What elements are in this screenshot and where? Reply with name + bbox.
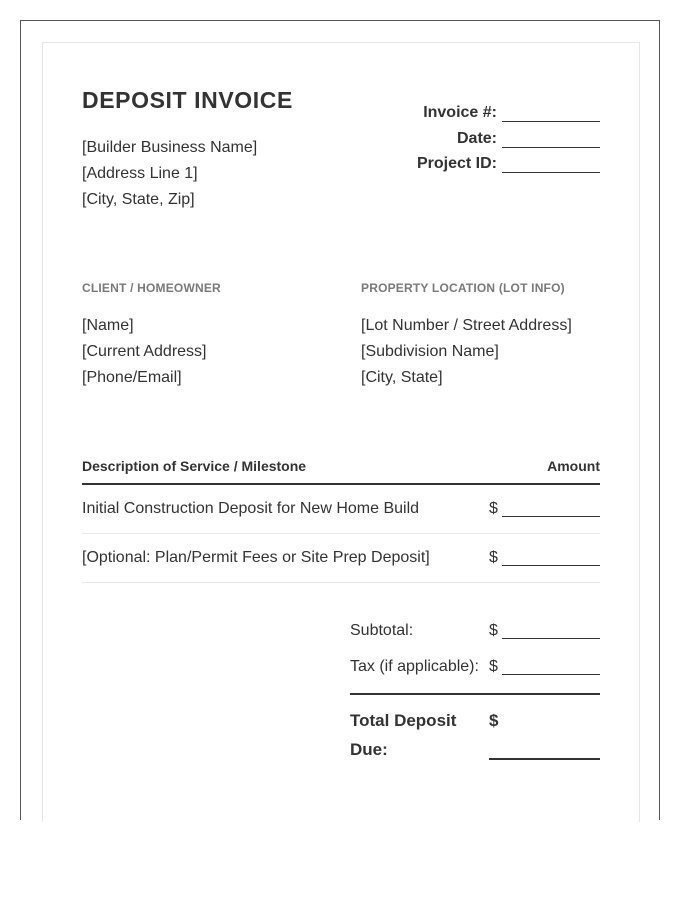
- column-header-description: Description of Service / Milestone: [82, 458, 307, 474]
- line-item-description: [Optional: Plan/Permit Fees or Site Prep Deposit]: [82, 549, 430, 566]
- invoice-number-label: Invoice #:: [423, 104, 497, 121]
- invoice-number-field: [423, 100, 600, 122]
- total-deposit-label-line1: Total Deposit: [350, 711, 457, 730]
- project-id-label: Project ID:: [416, 155, 497, 172]
- tax-blank[interactable]: [502, 656, 600, 675]
- subtotal-blank[interactable]: [502, 620, 600, 639]
- line-item-description: Initial Construction Deposit for New Home Build: [82, 500, 420, 517]
- client-contact: [Phone/Email]: [82, 369, 182, 386]
- date-blank[interactable]: [502, 129, 600, 148]
- project-id-field: [417, 151, 600, 173]
- client-name: [Name]: [82, 317, 134, 334]
- client-info: [82, 313, 207, 391]
- total-deposit-blank[interactable]: [489, 740, 600, 760]
- invoice-number-blank[interactable]: [502, 103, 600, 122]
- tax-label: Tax (if applicable):: [350, 658, 479, 675]
- builder-info: [82, 135, 257, 213]
- total-deposit-currency: $: [489, 711, 499, 730]
- line-item-currency: $: [489, 549, 498, 566]
- project-id-blank[interactable]: [502, 154, 600, 173]
- total-deposit-label: [350, 706, 456, 764]
- builder-city-state-zip: [City, State, Zip]: [82, 191, 195, 208]
- document-title: DEPOSIT INVOICE: [82, 87, 293, 113]
- table-header-rule: [82, 483, 600, 485]
- line-item-amount-blank[interactable]: [502, 547, 600, 566]
- subtotal-currency: $: [489, 622, 498, 639]
- column-header-amount: Amount: [547, 458, 600, 474]
- property-city-state: [City, State]: [361, 369, 443, 386]
- property-street: [Lot Number / Street Address]: [361, 317, 572, 334]
- table-row-divider: [82, 533, 600, 534]
- property-subdivision: [Subdivision Name]: [361, 343, 499, 360]
- total-deposit-label-line2: Due:: [350, 740, 388, 759]
- date-field: [457, 126, 600, 148]
- line-item-currency: $: [489, 500, 498, 517]
- tax-currency: $: [489, 658, 498, 675]
- table-row-divider: [82, 582, 600, 583]
- totals-rule: [350, 693, 600, 695]
- property-info: [361, 313, 572, 391]
- property-heading: PROPERTY LOCATION (LOT INFO): [361, 281, 565, 295]
- client-heading: CLIENT / HOMEOWNER: [82, 281, 221, 295]
- date-label: Date:: [456, 130, 497, 147]
- builder-address: [Address Line 1]: [82, 165, 198, 182]
- subtotal-label: Subtotal:: [350, 622, 414, 639]
- builder-name: [Builder Business Name]: [82, 139, 258, 156]
- client-address: [Current Address]: [82, 343, 207, 360]
- line-item-amount-blank[interactable]: [502, 498, 600, 517]
